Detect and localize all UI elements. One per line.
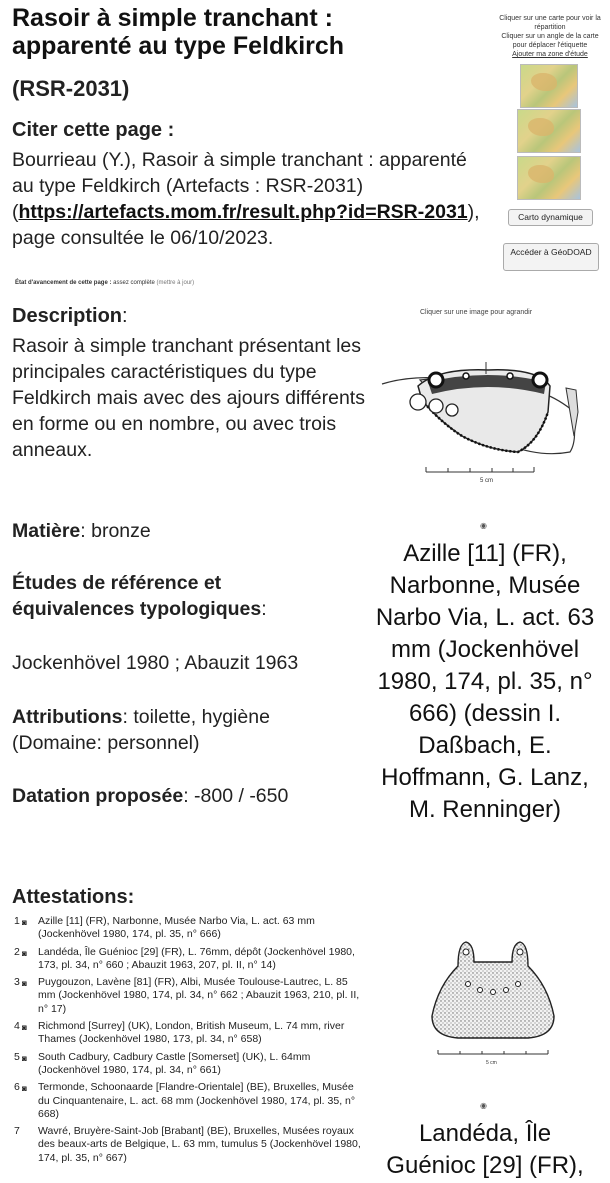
image-help: Cliquer sur une image pour agrandir: [420, 309, 533, 316]
etudes-label: Études de référence et équivalences typologiques: [12, 572, 262, 620]
matiere-row: Matière: bronze: [12, 520, 151, 542]
figure-caption-2: Landéda, Île Guénioc [29] (FR),: [386, 1120, 584, 1179]
attestation-text: Termonde, Schoonaarde [Flandre-Orientale] (BE), Bruxelles, Musée du Cinquantenaire, L. act. 68 mm (Jockenhövel 1980, 174, pl. 35, n° 668): [38, 1081, 356, 1120]
map-help-line-2: Cliquer sur un angle de la carte pour déplacer l'étiquette: [501, 33, 599, 49]
attestation-number: 1: [14, 915, 20, 927]
page-title: Rasoir à simple tranchant : apparenté au type Feldkirch: [12, 4, 345, 60]
datation-value: -800 / -650: [194, 785, 289, 807]
attestation-text: Azille [11] (FR), Narbonne, Musée Narbo Via, L. act. 63 mm (Jockenhövel 1980, 174, pl. 35, n° 666): [38, 915, 315, 941]
attestations-list: [12, 915, 368, 1169]
attestation-item[interactable]: [12, 1125, 368, 1165]
attestation-number: 3: [14, 976, 20, 989]
map-help-line-1: Cliquer sur une carte pour voir la répartition: [499, 15, 601, 31]
attestation-number: 2: [14, 945, 20, 958]
camera-icon[interactable]: ◙: [22, 979, 27, 989]
camera-icon[interactable]: ◙: [22, 948, 27, 958]
scale-label-2: 5 cm: [486, 1060, 497, 1066]
reference-code: (RSR-2031): [12, 76, 130, 101]
description-label: Description: [12, 305, 123, 327]
distribution-map-3[interactable]: [517, 156, 581, 200]
attestation-item[interactable]: [12, 915, 368, 942]
attestation-item[interactable]: [12, 1081, 368, 1121]
camera-icon[interactable]: ◙: [22, 1023, 27, 1033]
add-zone-link[interactable]: Ajouter ma zone d'étude: [512, 51, 588, 58]
state-label: État d'avancement de cette page :: [15, 280, 112, 286]
geodoad-button[interactable]: Accéder à GéoDOAD: [503, 243, 599, 271]
citation-text: [12, 147, 492, 251]
attributions-value: toilette, hygiène (Domaine: personnel): [12, 706, 270, 754]
matiere-value: bronze: [91, 520, 151, 542]
etudes-heading: Études de référence et équivalences typologiques:: [12, 572, 267, 620]
etudes-value: Jockenhövel 1980 ; Abauzit 1963: [12, 652, 299, 674]
attestation-number: 4: [14, 1020, 20, 1033]
figure-caption-1: Azille [11] (FR), Narbonne, Musée Narbo Via, L. act. 63 mm (Jockenhövel 1980, 174, pl. 35, n° 666) (dessin I. Daßbach, E. Hoffmann, G. Lanz, M. Renninger): [375, 540, 595, 823]
photo-icon-2[interactable]: ◉: [480, 1101, 487, 1110]
camera-icon[interactable]: ◙: [22, 918, 27, 927]
razor-drawing-2[interactable]: [428, 936, 558, 1072]
attestation-item[interactable]: [12, 976, 368, 1016]
citation-prefix: Bourrieau (Y.), Rasoir à simple tranchant : apparenté au type Feldkirch (Artefacts : RSR-2031) (: [12, 149, 467, 223]
distribution-map-1[interactable]: [520, 64, 578, 108]
datation-label: Datation proposée: [12, 785, 184, 807]
citation-link[interactable]: https://artefacts.mom.fr/result.php?id=RSR-2031: [18, 201, 468, 223]
attributions-label: Attributions: [12, 706, 123, 728]
attestation-text: Richmond [Surrey] (UK), London, British Museum, L. 74 mm, river Thames (Jockenhövel 1980, 173, pl. 34, n° 658): [38, 1020, 345, 1046]
attestation-text: South Cadbury, Cadbury Castle [Somerset] (UK), L. 64mm (Jockenhövel 1980, 174, pl. 34, n° 661): [38, 1050, 311, 1076]
photo-icon-1[interactable]: ◉: [480, 521, 487, 530]
attestation-text: Landéda, Île Guénioc [29] (FR), L. 76mm, dépôt (Jockenhövel 1980, 173, pl. 34, n° 660 ; Abauzit 1963, 207, pl. II, n° 14): [38, 945, 355, 971]
state-value: assez complète: [113, 280, 155, 286]
state-update-link[interactable]: (mettre à jour): [156, 280, 195, 286]
scale-label-1: 5 cm: [480, 478, 494, 484]
description-text: Rasoir à simple tranchant présentant les principales caractéristiques du type Feldkirch mais avec des ajours différents en forme ou en nombre, ou avec trois anneaux.: [12, 335, 365, 461]
attestation-item[interactable]: [12, 946, 368, 973]
attestation-item[interactable]: [12, 1020, 368, 1047]
attestation-number: 6: [14, 1081, 20, 1094]
attestation-number: 5: [14, 1050, 20, 1063]
description-heading: Description:: [12, 305, 128, 327]
attestation-text: Wavré, Bruyère-Saint-Job [Brabant] (BE), Bruxelles, Musées royaux des beaux-arts de Belgique, L. 63 mm, tumulus 5 (Jockenhövel 1980, 174, pl. 35, n° 667): [38, 1125, 361, 1164]
matiere-label: Matière: [12, 520, 81, 542]
attributions-row: Attributions: toilette, hygiène (Domaine: personnel): [12, 706, 270, 754]
camera-icon[interactable]: ◙: [22, 1084, 27, 1094]
citation-suffix: ), page consultée le 06/10/2023.: [12, 201, 480, 249]
distribution-map-2[interactable]: [517, 109, 581, 153]
attestation-text: Puygouzon, Lavène [81] (FR), Albi, Musée Toulouse-Lautrec, L. 85 mm (Jockenhövel 1980, 174, pl. 34, n° 662 ; Abauzit 1963, 210, pl. II, n° 17): [38, 976, 360, 1015]
page-state: [15, 280, 194, 286]
attestation-item[interactable]: [12, 1051, 368, 1078]
attestations-heading: Attestations:: [12, 886, 135, 908]
map-help: [496, 14, 604, 59]
carto-dynamique-button[interactable]: Carto dynamique: [508, 209, 593, 226]
razor-drawing-1[interactable]: [378, 360, 600, 490]
cite-heading: Citer cette page :: [12, 119, 175, 141]
camera-icon[interactable]: ◙: [22, 1053, 27, 1063]
datation-row: Datation proposée: -800 / -650: [12, 785, 289, 807]
attestation-number: 7: [14, 1125, 20, 1138]
